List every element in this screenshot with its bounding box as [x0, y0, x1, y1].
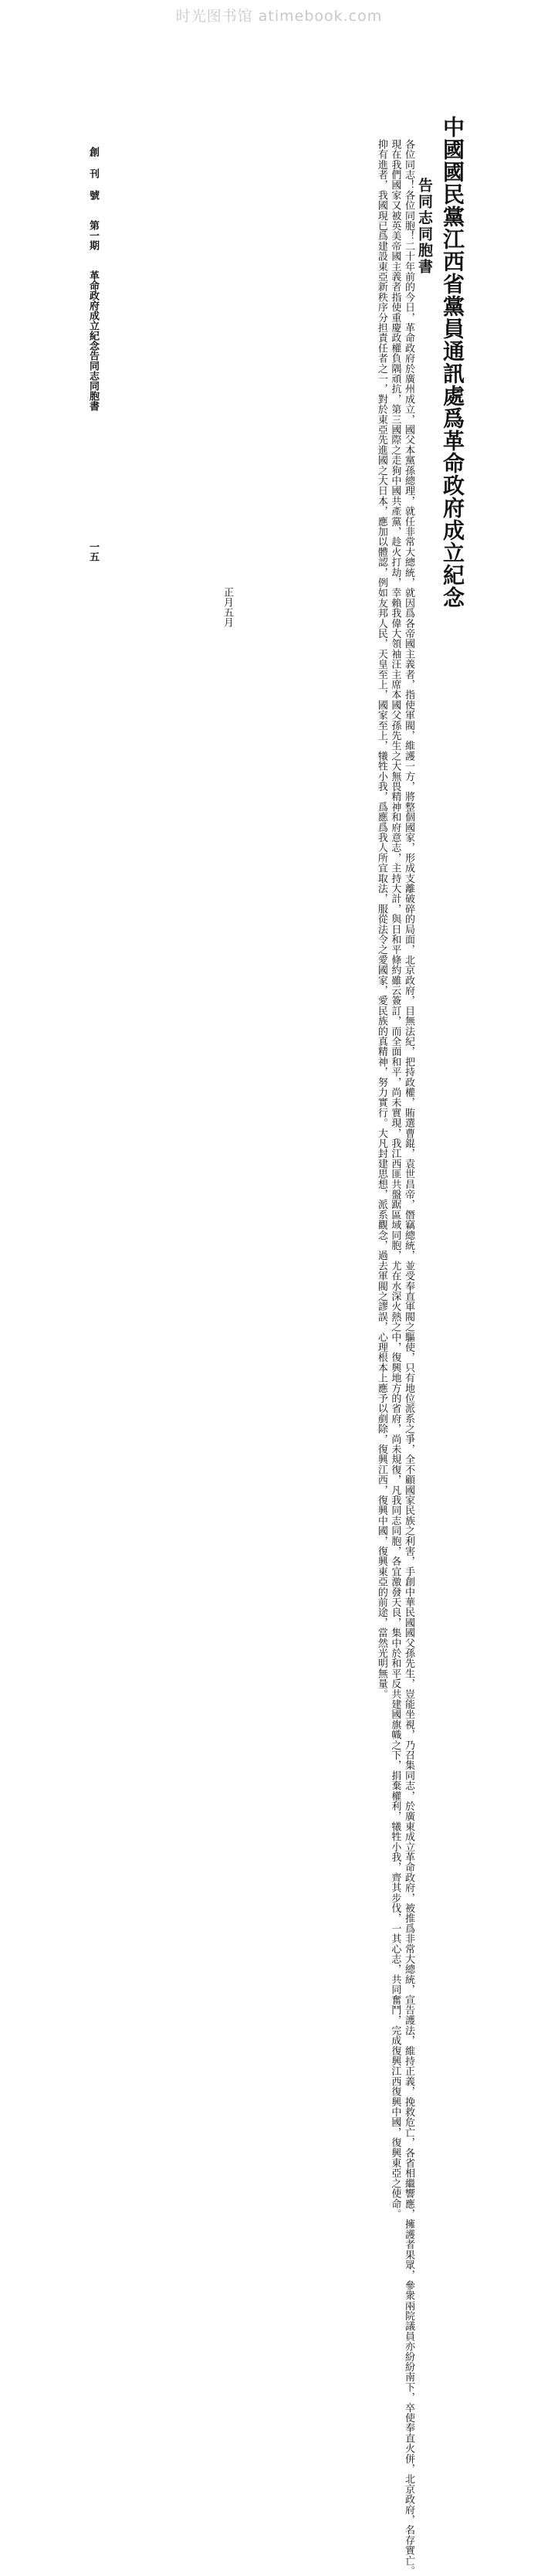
- body-paragraph: 現在我們國家又被英美帝國主義者指使重慶政權負隅頑抗，第三國際之走狗中國共產黨，趁火打劫，幸賴我偉大領袖汪主席本國父孫先生之大無畏精神和府意志，主持大計，與日和平條約雖云簽訂，而全面和平，尚未實現，我江西匪共盤踞區域同胞，尤在水深火熱之中，復興地方的省府，尚未規復，凡我同志同胞，各宜激發天良，集中於和平反共建國旗幟之下，捐棄權利，犧牲小我，齊其步伐，一其心志，共同奮鬥，完成復興江西復興中國，復興東亞之使命。: [389, 139, 401, 2219]
- document-body: [232, 139, 415, 2576]
- document-date: 正月五月: [222, 587, 233, 627]
- publication-name: 創 刊 號: [87, 147, 99, 200]
- watermark-text: 时光图书馆 atimebook.com: [175, 8, 383, 25]
- document-title: 中國國民黨江西省黨員通訊處爲革命政府成立紀念: [440, 116, 465, 609]
- body-paragraph: 各位同志！各位同胞！二十年前的今日，革命政府於廣州成立，國父本黨孫總理，就任非常大總統，就因爲各帝國主義者，指使軍閥，維護一方，將整個國家，形成支離破碎的局面，北京政府，目無法紀，把持政權，賄選曹錕，袁世昌帝，僭竊總統，並受奉直軍閥之驅使，只有地位派系之爭，全不顧國家民族之利害，手創中華民國國父孫先生，豈能坐視，乃召集同志，於廣東成立革命政府，被推爲非常大總統，宣告護法，維持正義，挽救危亡，各省相繼響應，擁護者果眾，參衆兩院議員亦紛紛南下，卒使奉直火併，北京政府，名存實亡。: [403, 139, 414, 2576]
- document-subtitle: 告同志同胞書: [416, 178, 433, 275]
- issue-number: 第一期: [87, 220, 99, 250]
- running-title: 革命政府成立紀念告同志同胞書: [87, 270, 99, 411]
- page-number: 一五: [87, 541, 99, 562]
- document-page: [77, 116, 509, 2576]
- body-paragraph: 抑有進者，我國現已爲建設東亞新秩序分担責任者之一，對於東亞先進國之大日本，應加以體認，例如友邦人民，天皇至上，國家至上，犧牲小我，爲應爲我人所宜取法，服從法令之愛國家，愛民族的真精神，努力實行。大凡封建思想，派系觀念，過去軍閥之謬誤，心理根本上應予以剷除，復興江西，復興中國，復興東亞的前途，當然光明無量。: [375, 139, 387, 1699]
- margin-running-head: [85, 147, 100, 672]
